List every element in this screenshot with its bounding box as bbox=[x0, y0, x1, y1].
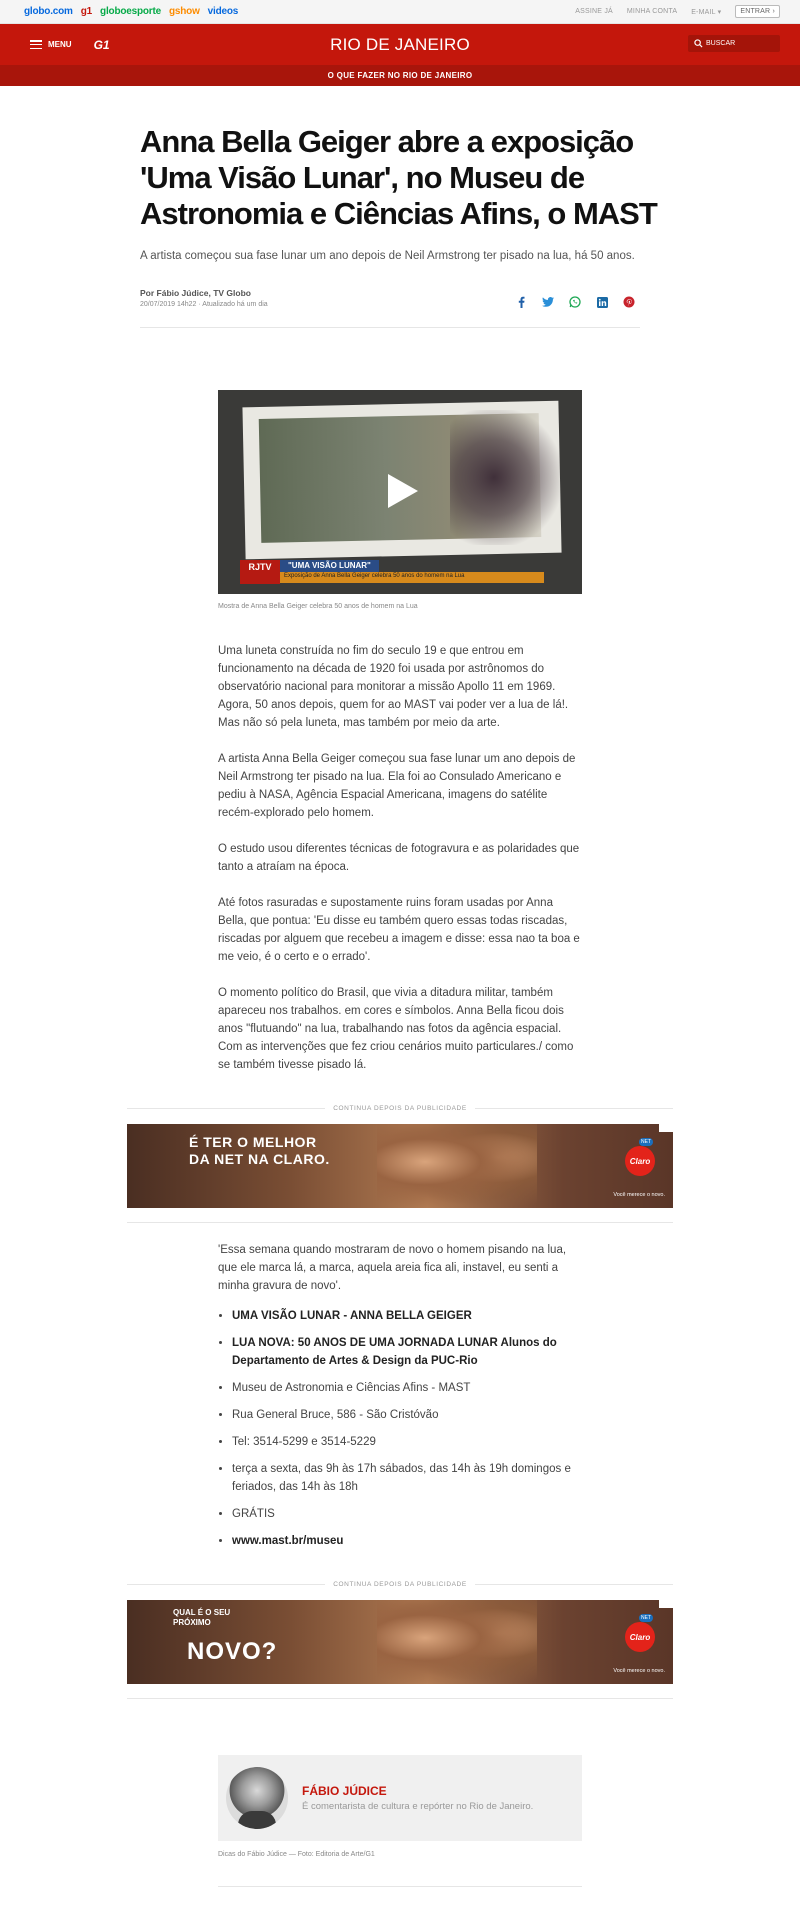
list-item-text: GRÁTIS bbox=[232, 1508, 275, 1520]
login-label: ENTRAR bbox=[740, 8, 771, 15]
author-caption: Dicas do Fábio Júdice — Foto: Editoria de Arte/G1 bbox=[218, 1851, 375, 1858]
ad-label-text: CONTINUA DEPOIS DA PUBLICIDADE bbox=[325, 1581, 475, 1588]
ad-headline: É TER O MELHOR DA NET NA CLARO. bbox=[189, 1134, 330, 1167]
list-item bbox=[232, 1505, 582, 1523]
article-meta bbox=[140, 288, 640, 328]
divider bbox=[218, 1886, 582, 1887]
adchoices-icon[interactable] bbox=[659, 1124, 673, 1132]
globo-topbar bbox=[0, 0, 800, 24]
hamburger-icon bbox=[30, 40, 42, 49]
menu-label: MENU bbox=[48, 40, 72, 49]
list-item bbox=[232, 1307, 582, 1325]
paragraph: A artista Anna Bella Geiger começou sua fase lunar um ano depois de Neil Armstrong ter pisado na lua. Ela foi ao Consulado Americano e pediu à NASA, Agência Espacial Americana, imagens do satélite recém-explorado pelo homem. bbox=[218, 753, 576, 819]
article-body bbox=[218, 390, 582, 1074]
video-tag: "UMA VISÃO LUNAR" bbox=[280, 560, 379, 572]
facebook-icon[interactable] bbox=[514, 295, 528, 309]
article-subtitle: A artista começou sua fase lunar um ano depois de Neil Armstrong ter pisado na lua, há 50 anos. bbox=[140, 250, 635, 262]
article-date: 20/07/2019 14h22 · Atualizado há um dia bbox=[140, 301, 268, 308]
search-icon bbox=[694, 39, 703, 48]
video-lower-third bbox=[240, 560, 544, 584]
ad-block bbox=[127, 1105, 673, 1223]
paragraph: O momento político do Brasil, que vivia a ditadura militar, também apareceu nos trabalhos. em cores e símbolos. Anna Bella ficou dois anos "flutuando" na lua, trabalhando nas fotos da agência espacial. Com as intervenções que fez criou cenários muito particulares./ como se também tivesse pisado lá. bbox=[218, 987, 574, 1071]
ad-block bbox=[127, 1581, 673, 1699]
article-title: Anna Bella Geiger abre a exposição 'Uma Visão Lunar', no Museu de Astronomia e Ciências Afins, o MAST bbox=[140, 124, 657, 231]
list-item-text: Tel: 3514-5299 e 3514-5229 bbox=[232, 1436, 376, 1448]
paragraph: Uma luneta construída no fim do seculo 19 e que entrou em funcionamento na década de 1920 foi usada por astrônomos do observatório nacional para monitorar a missão Apollo 11 em 1969. Agora, 50 anos depois, quem for ao MAST vai poder ver a lua de lá!. Mas não só pela luneta, mas também por meio da arte. bbox=[218, 645, 569, 729]
list-item bbox=[232, 1460, 582, 1496]
ad-headline-small: QUAL É O SEU PRÓXIMO bbox=[173, 1608, 231, 1627]
paragraph: Até fotos rasuradas e supostamente ruins foram usadas por Anna Bella, que pontua: 'Eu disse eu também quero essas todas riscadas, riscadas por alguem que recebeu a imagem e disse: essa nao ta boa e me veio, é o certo e o errado'. bbox=[218, 897, 580, 963]
share-bar bbox=[514, 295, 636, 309]
author-description: É comentarista de cultura e repórter no Rio de Janeiro. bbox=[302, 1801, 534, 1812]
avatar bbox=[226, 1767, 288, 1829]
list-item bbox=[232, 1406, 582, 1424]
email-link[interactable] bbox=[691, 8, 721, 16]
list-item-text: UMA VISÃO LUNAR - ANNA BELLA GEIGER bbox=[232, 1310, 472, 1322]
museum-link[interactable]: www.mast.br/museu bbox=[232, 1535, 344, 1547]
net-badge: NET bbox=[641, 1615, 651, 1621]
globo-portal-links bbox=[24, 6, 238, 17]
video-frame-moon-shadow bbox=[450, 410, 560, 545]
ad-tagline: Você merece o novo. bbox=[613, 1668, 665, 1674]
search-input[interactable] bbox=[688, 35, 780, 52]
list-item bbox=[232, 1379, 582, 1397]
ad-photo bbox=[377, 1124, 537, 1208]
video-caption: Mostra de Anna Bella Geiger celebra 50 anos de homem na Lua bbox=[218, 603, 418, 610]
link-globo-com[interactable]: globo.com bbox=[24, 6, 73, 17]
link-g1[interactable]: g1 bbox=[80, 6, 93, 17]
g1-header bbox=[0, 24, 800, 65]
list-item-text: LUA NOVA: 50 ANOS DE UMA JORNADA LUNAR Alunos do Departamento de Artes & Design da PUC-Rio bbox=[232, 1337, 557, 1367]
list-item bbox=[232, 1334, 582, 1370]
video-player[interactable] bbox=[218, 390, 582, 594]
net-badge: NET bbox=[641, 1139, 651, 1145]
article-header bbox=[140, 86, 660, 328]
g1-logo[interactable]: G1 bbox=[93, 37, 110, 52]
pinterest-icon[interactable] bbox=[622, 295, 636, 309]
ad-photo bbox=[377, 1600, 537, 1684]
article-body-continued bbox=[218, 1241, 582, 1550]
account-links bbox=[575, 5, 780, 18]
linkedin-icon[interactable] bbox=[595, 295, 609, 309]
rjtv-logo: RJTV bbox=[240, 560, 280, 584]
search-placeholder: BUSCAR bbox=[706, 40, 736, 47]
chevron-down-icon: ▾ bbox=[715, 8, 722, 16]
author-card[interactable] bbox=[218, 1755, 582, 1841]
author-section bbox=[218, 1755, 582, 1858]
link-videos[interactable]: videos bbox=[207, 6, 239, 17]
ad-tagline: Você merece o novo. bbox=[613, 1192, 665, 1198]
my-account-link[interactable]: MINHA CONTA bbox=[626, 8, 678, 15]
author-name: FÁBIO JÚDICE bbox=[302, 1784, 387, 1798]
link-gshow[interactable]: gshow bbox=[168, 6, 200, 17]
claro-logo: Claro bbox=[625, 1146, 655, 1176]
list-item-text: Museu de Astronomia e Ciências Afins - MAST bbox=[232, 1382, 471, 1394]
list-item-text: terça a sexta, das 9h às 17h sábados, das 14h às 19h domingos e feriados, das 14h às 18h bbox=[232, 1463, 571, 1493]
region-title: RIO DE JANEIRO bbox=[330, 34, 470, 54]
menu-button[interactable] bbox=[30, 40, 72, 49]
chevron-right-icon: › bbox=[770, 8, 775, 15]
claro-logo: Claro bbox=[625, 1622, 655, 1652]
quote-paragraph: 'Essa semana quando mostraram de novo o homem pisando na lua, que ele marca lá, a marca, aquela areia fica ali, instavel, eu senti a minha gravura de novo'. bbox=[218, 1244, 567, 1292]
twitter-icon[interactable] bbox=[541, 295, 555, 309]
ad-headline-big: NOVO? bbox=[187, 1638, 278, 1665]
email-label: E-MAIL bbox=[691, 8, 716, 16]
event-info-list bbox=[218, 1307, 582, 1550]
ad-label bbox=[127, 1105, 673, 1112]
subscribe-link[interactable]: ASSINE JÁ bbox=[575, 8, 613, 15]
claro-banner-ad[interactable] bbox=[127, 1124, 673, 1208]
article-author: Por Fábio Júdice, TV Globo bbox=[140, 288, 251, 298]
list-item bbox=[232, 1433, 582, 1451]
section-subheader[interactable]: O QUE FAZER NO RIO DE JANEIRO bbox=[0, 65, 800, 86]
play-icon[interactable] bbox=[388, 474, 418, 508]
ad-label-text: CONTINUA DEPOIS DA PUBLICIDADE bbox=[325, 1105, 475, 1112]
claro-banner-ad[interactable] bbox=[127, 1600, 673, 1684]
link-globoesporte[interactable]: globoesporte bbox=[100, 6, 161, 17]
adchoices-icon[interactable] bbox=[659, 1600, 673, 1608]
login-button[interactable] bbox=[735, 5, 780, 18]
whatsapp-icon[interactable] bbox=[568, 295, 582, 309]
video-description: Exposição de Anna Bella Geiger celebra 50 anos do homem na Lua bbox=[280, 572, 544, 583]
list-item bbox=[232, 1532, 582, 1550]
ad-label bbox=[127, 1581, 673, 1588]
list-item-text: Rua General Bruce, 586 - São Cristóvão bbox=[232, 1409, 439, 1421]
paragraph: O estudo usou diferentes técnicas de fotogravura e as polaridades que tanto a atraíam na época. bbox=[218, 843, 580, 873]
